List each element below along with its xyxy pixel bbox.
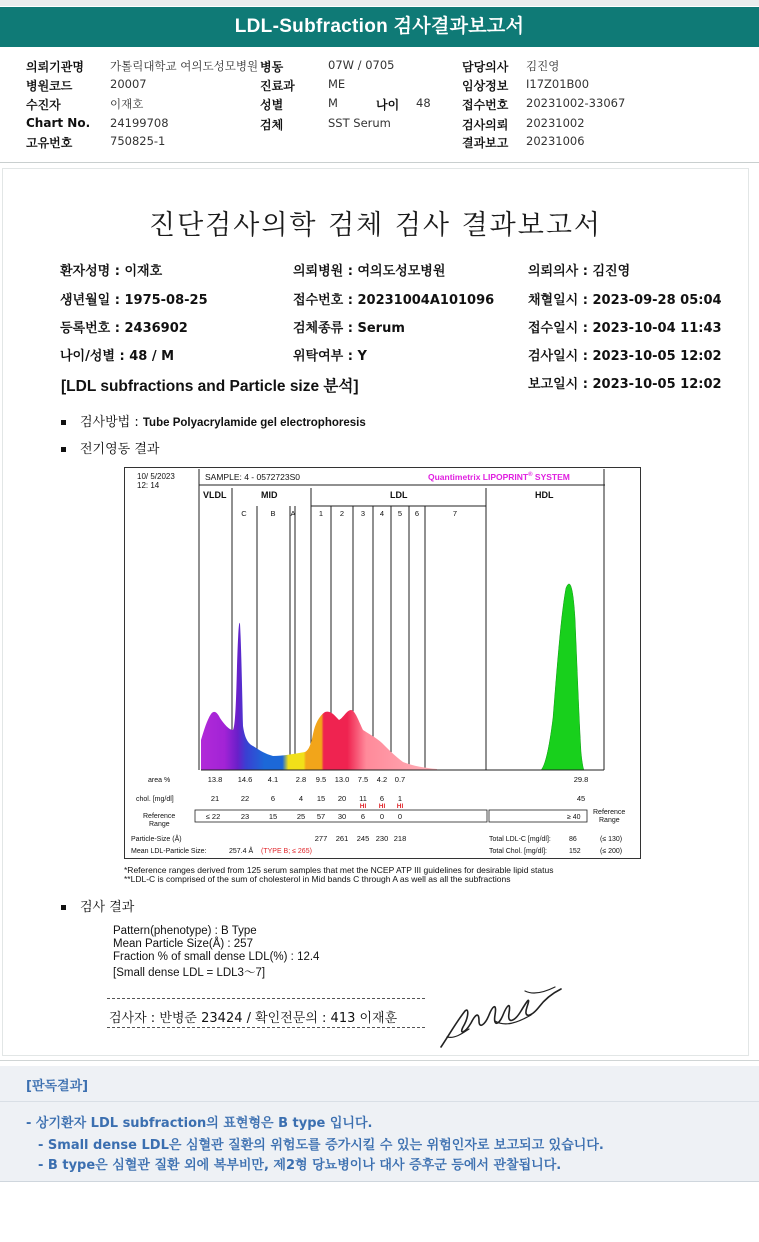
info-label: 검사의뢰 [462,118,509,132]
chart-time: 12: 14 [137,481,160,490]
bullet-dot [61,905,66,910]
info-value: 20007 [110,77,147,91]
particle-row [315,834,407,843]
info-label: Chart No. [26,116,91,130]
total-ldl-value: 86 [569,836,577,843]
result-fraction: Fraction % of small dense LDL(%) : 12.4 [113,951,320,963]
ref-value: 57 [316,812,326,821]
info-label: 성별 [260,98,284,112]
info-label: 검체 [260,118,284,132]
chol-value: 21 [210,794,220,803]
signature-top-rule [107,998,425,999]
band-label: 5 [397,509,403,518]
sample-id: SAMPLE: 4 - 0572723S0 [205,472,300,482]
patient-name: 환자성명 : 이재호 [60,264,163,279]
report-title-bar: LDL-Subfraction 검사결과보고서 [0,7,759,47]
section-heading: [LDL subfractions and Particle size 분석] [61,378,359,395]
electrophoresis-label: 전기영동 결과 [80,442,160,457]
total-chol-label: Total Chol. [mg/dl]: [489,848,547,855]
age-sex: 나이/성별 : 48 / M [60,349,175,364]
info-label: 결과보고 [462,136,509,150]
top-strip [0,0,759,6]
footnote-2: **LDL-C is comprised of the sum of cholesterol in Mid bands C through A as well as all the subfractions [124,874,511,884]
particle-value: 230 [375,834,389,843]
ref-value: 15 [268,812,278,821]
ref-value: 0 [379,812,385,821]
chol-value: 22 [240,794,250,803]
test-datetime: 검사일시 : 2023-10-05 12:02 [528,349,722,364]
chart-date: 10/ 5/2023 [137,472,175,481]
requesting-hospital: 의뢰병원 : 여의도성모병원 [293,264,446,279]
ref-value: ≤ 22 [205,812,221,821]
chol-value: 6 [379,794,385,803]
chol-value: 20 [337,794,347,803]
chol-value: 6 [270,794,276,803]
total-ldl-label: Total LDL-C [mg/dl]: [489,836,551,843]
bottom-divider [0,1060,759,1061]
hi-flag: HI [359,803,367,810]
brand-main: Quantimetrix LIPOPRINT [428,472,529,482]
info-label: 병원코드 [26,79,73,93]
info-divider [0,162,759,163]
row-label-ref: Reference Range [143,813,176,828]
handwritten-signature [435,981,567,1053]
info-label: 병동 [260,60,284,74]
info-value: 이재호 [110,97,144,111]
chol-value: 4 [298,794,304,803]
row-label-area: area % [148,777,171,784]
mean-particle-value: 257.4 Å [229,848,254,855]
method-label: 검사방법 : [80,415,143,430]
group-label-ldl: LDL [390,490,408,500]
info-value: 가톨릭대학교 여의도성모병원 [110,59,259,73]
signature-bottom-rule [107,1027,425,1028]
ref-value: 0 [397,812,403,821]
chol-value: 1 [397,794,403,803]
ref-value: 6 [360,812,366,821]
info-value: M [328,96,338,110]
area-value: 4.1 [267,775,279,784]
row-label-mean: Mean LDL-Particle Size: [131,848,207,855]
hi-flag: HI [378,803,386,810]
band-label: 3 [360,509,366,518]
mean-particle-type: (TYPE B; ≤ 265) [261,848,312,855]
consignment: 위탁여부 : Y [293,349,367,364]
interpretation-heading: [판독결과] [26,1079,89,1094]
patient-info-header [0,52,759,152]
brand-tail: SYSTEM [532,472,570,482]
info-label: 접수번호 [462,98,509,112]
info-value: 07W / 0705 [328,58,395,72]
particle-value: 218 [393,834,407,843]
report-document [2,168,749,1056]
age-value: 48 [416,96,431,110]
area-value: 4.2 [376,775,388,784]
info-label: 의뢰기관명 [26,60,84,74]
band-label: 1 [318,509,324,518]
hdl-ref-label: Reference Range [593,809,626,824]
collection-datetime: 채혈일시 : 2023-09-28 05:04 [528,293,722,308]
band-label: B [270,509,276,518]
report-doc-title: 진단검사의학 검체 검사 결과보고서 [149,210,602,241]
info-value: 24199708 [110,116,169,130]
area-value: 7.5 [357,775,369,784]
electrophoresis-svg [125,468,640,858]
bullet-dot [61,420,66,425]
chol-value: 45 [576,794,586,803]
birth-date: 생년월일 : 1975-08-25 [60,293,208,308]
particle-value: 277 [314,834,328,843]
info-value: 20231006 [526,134,585,148]
row-label-chol: chol. [mg/dl] [136,796,174,803]
result-bullet [61,896,134,915]
info-label: 수진자 [26,98,61,112]
hi-flag: HI [396,803,404,810]
band-label: A [290,509,296,518]
result-label: 검사 결과 [80,900,135,915]
brand-reg-mark: ® [528,472,533,478]
area-value: 13.8 [207,775,223,784]
row-label-particle: Particle-Size (Å) [131,836,182,843]
group-label-mid: MID [261,490,278,500]
info-value: I17Z01B00 [526,77,590,91]
info-value: 김진영 [526,59,560,73]
info-value: ME [328,77,346,91]
footnote-1: *Reference ranges derived from 125 serum samples that met the NCEP ATP III guidelines for desirable lipid status [124,865,554,875]
band-label: 6 [414,509,420,518]
receipt-datetime: 접수일시 : 2023-10-04 11:43 [528,321,722,336]
bullet-dot [61,447,66,452]
result-pattern: Pattern(phenotype) : B Type [113,925,257,937]
group-label-hdl: HDL [535,490,554,500]
area-value: 2.8 [295,775,307,784]
info-label: 진료과 [260,79,295,93]
info-value: 750825-1 [110,134,166,148]
electrophoresis-chart [124,467,641,859]
age-label: 나이 [376,98,400,112]
info-value: 20231002 [526,116,585,130]
total-chol-value: 152 [569,848,581,855]
info-value: SST Serum [328,116,391,130]
area-value: 0.7 [394,775,406,784]
electrophoresis-bullet [61,438,159,457]
report-datetime: 보고일시 : 2023-10-05 12:02 [528,377,722,392]
interpretation-line: - Small dense LDL은 심혈관 질환의 위험도를 증가시킬 수 있는 위험인자로 보고되고 있습니다. [38,1138,604,1153]
brand-name [428,471,570,482]
chol-value: 11 [359,794,367,803]
area-value: 14.6 [237,775,253,784]
hi-flag-row [360,803,404,810]
info-label: 담당의사 [462,60,509,74]
band-label: C [241,509,247,518]
group-label-vldl: VLDL [203,490,227,500]
hdl-peak [541,584,584,770]
registration-number: 등록번호 : 2436902 [60,321,188,336]
band-label: 7 [452,509,458,518]
ref-value: 23 [240,812,250,821]
ref-row [206,812,402,821]
result-sdldl-def: [Small dense LDL = LDL3～7] [113,967,266,979]
band-label: 2 [339,509,345,518]
specimen-type: 검체종류 : Serum [293,321,405,336]
info-label: 고유번호 [26,136,73,150]
particle-value: 245 [356,834,370,843]
chol-value: 15 [316,794,326,803]
area-value: 29.8 [573,775,589,784]
interpretation-line: - 상기환자 LDL subfraction의 표현형은 B type 입니다. [26,1116,373,1131]
interpretation-body [0,1102,759,1182]
interpretation-header [0,1066,759,1102]
method-value: Tube Polyacrylamide gel electrophoresis [142,417,366,429]
particle-value: 261 [335,834,349,843]
ref-value: 30 [337,812,347,821]
signature-text: 검사자 : 반병준 23424 / 확인전문의 : 413 이재훈 [109,1011,398,1026]
total-ldl-ref: (≤ 130) [600,836,623,843]
area-value: 13.0 [334,775,350,784]
interpretation-line: - B type은 심혈관 질환 외에 복부비만, 제2형 당뇨병이나 대사 증후군 등에서 관찰됩니다. [38,1158,562,1173]
ref-value: 25 [296,812,306,821]
band-label: 4 [379,509,385,518]
area-value: 9.5 [315,775,327,784]
info-value: 20231002-33067 [526,96,626,110]
lipoprotein-profile [201,623,437,770]
receipt-number: 접수번호 : 20231004A101096 [293,293,495,308]
info-label: 임상정보 [462,79,509,93]
hdl-ref-value: ≥ 40 [567,814,581,821]
chol-row [211,794,585,803]
area-row [208,775,589,784]
result-mean-size: Mean Particle Size(Å) : 257 [113,938,253,950]
total-chol-ref: (≤ 200) [600,848,623,855]
method-bullet [61,411,366,430]
requesting-doctor: 의뢰의사 : 김진영 [528,264,631,279]
